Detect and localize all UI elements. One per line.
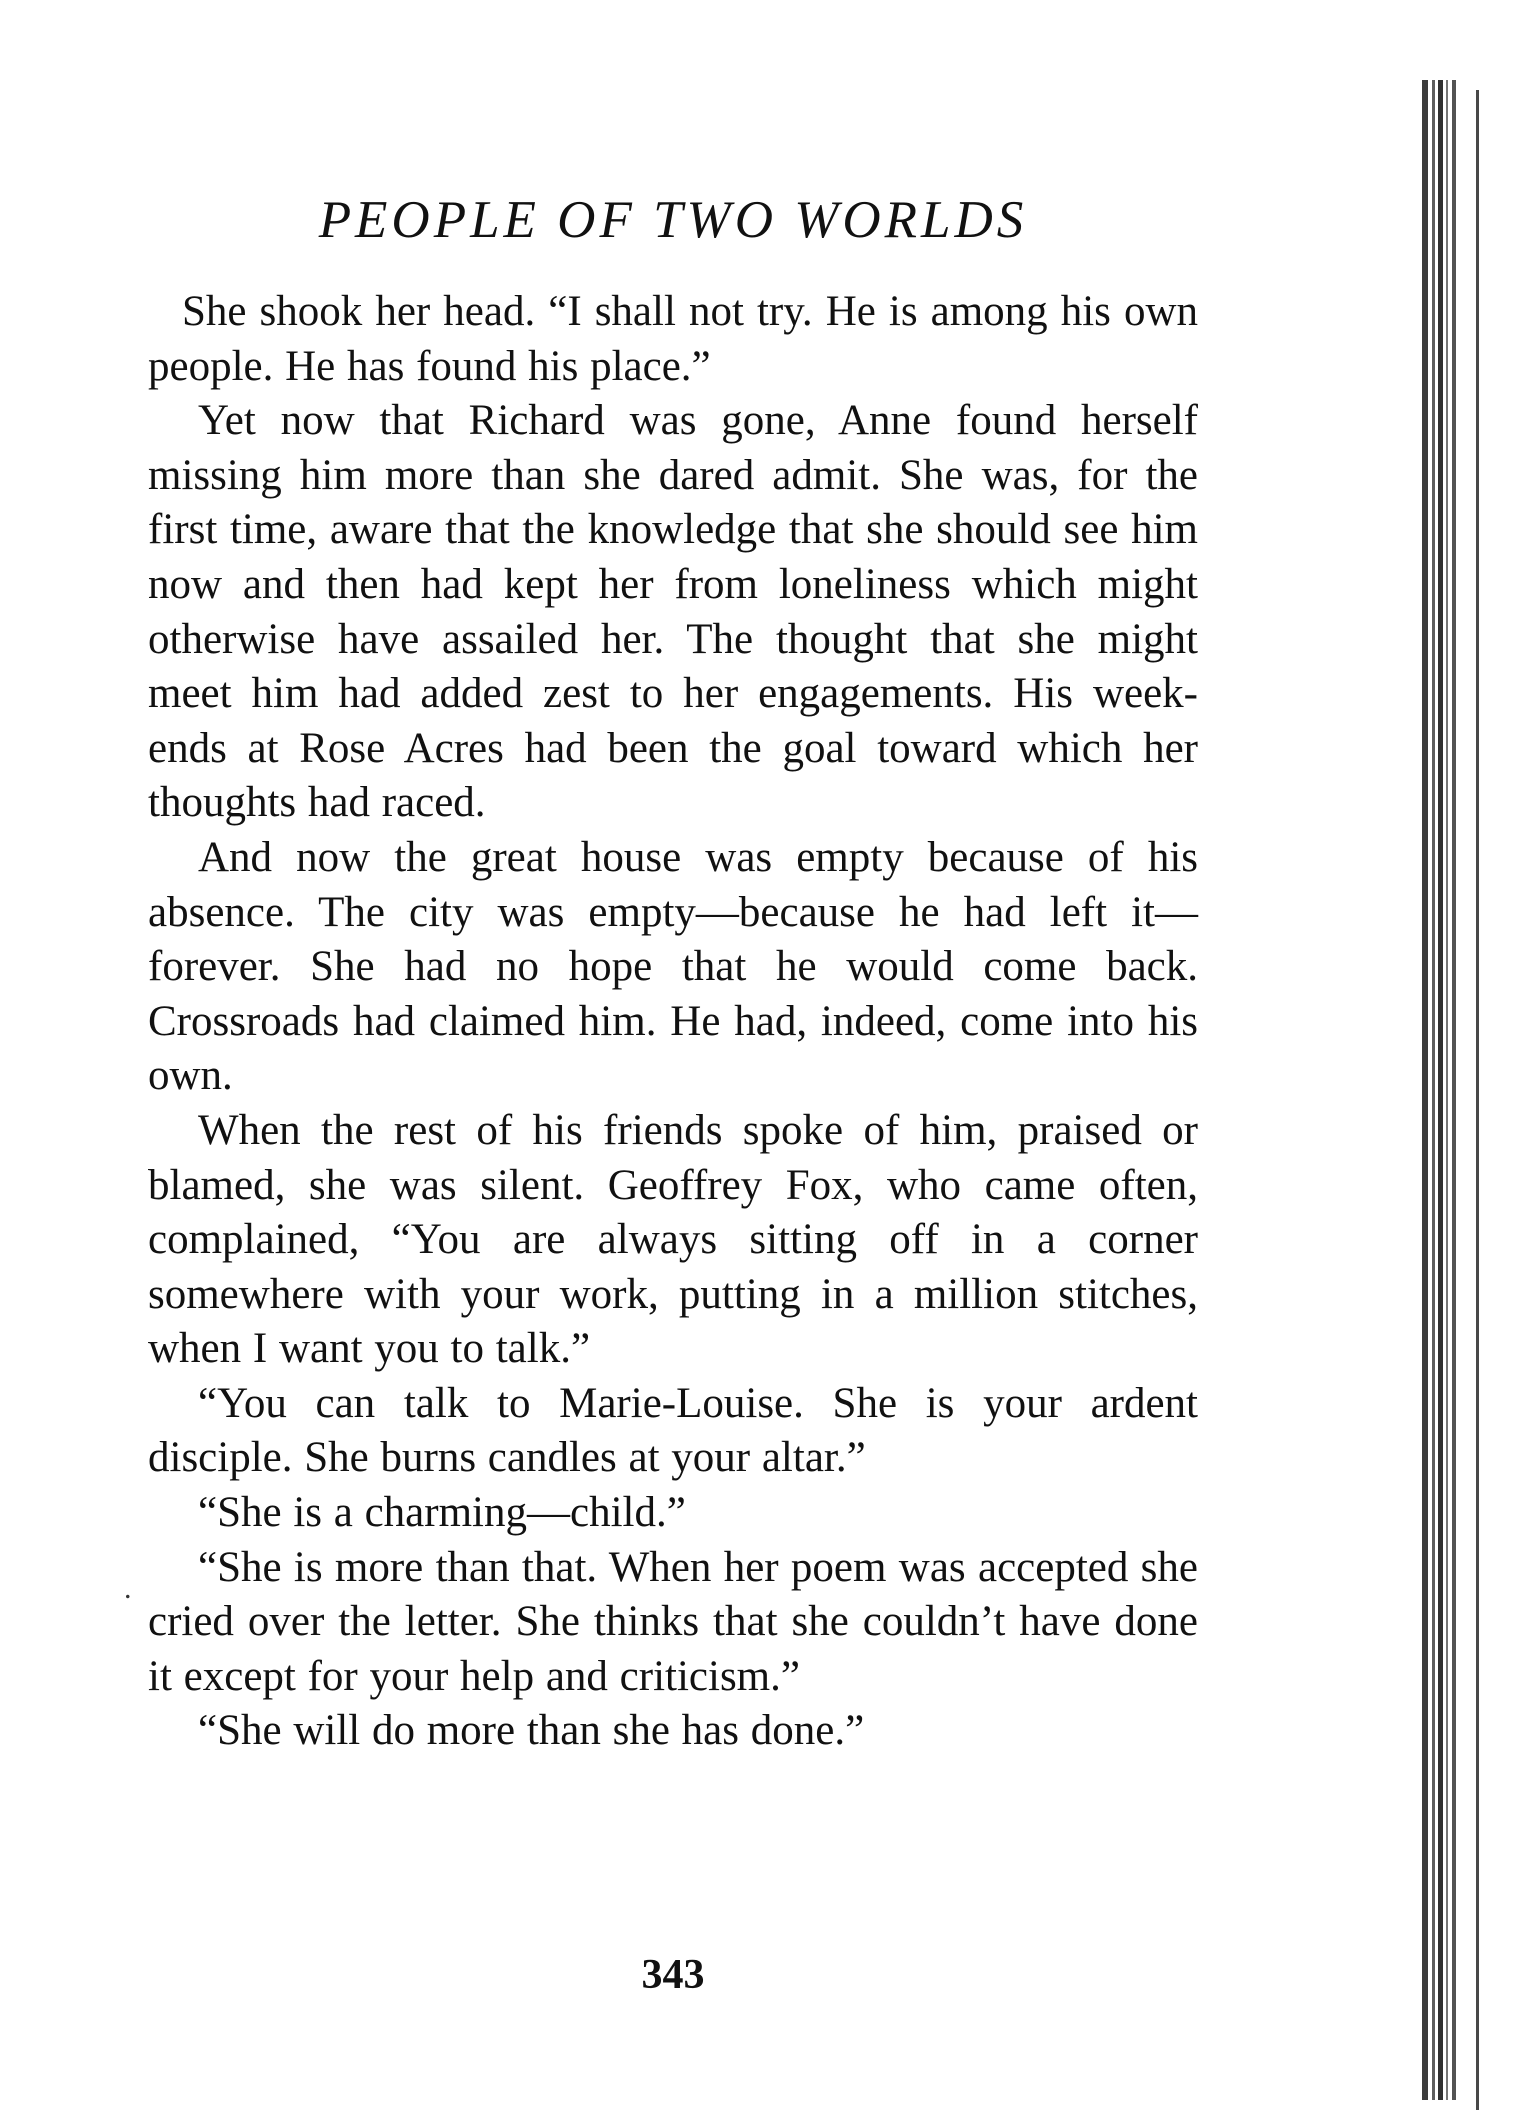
gutter-rule: [1476, 90, 1479, 2110]
gutter-rule: [1422, 80, 1428, 2100]
gutter-rule: [1446, 80, 1448, 2100]
paragraph: “You can talk to Marie-Louise. She is your ardent disciple. She burns candles at your altar.”: [148, 1379, 1198, 1482]
paragraph: And now the great house was empty because of his absence. The city was empty—because he had left it—forever. She had no hope that he would come back. Crossroads had claimed him. He had, indeed, come into his own.: [148, 833, 1198, 1100]
paragraph: When the rest of his friends spoke of him, praised or blamed, she was silent. Geoffrey Fox, who came often, complained, “You are always sitting off in a corner somewhere with your work, putting in a million stitches, when I want you to talk.”: [148, 1106, 1198, 1373]
page-number: 343: [641, 1952, 705, 1998]
running-head: PEOPLE OF TWO WORLDS: [318, 191, 1028, 249]
gutter-rule: [1452, 80, 1456, 2100]
paragraph: “She will do more than she has done.”: [198, 1707, 865, 1755]
gutter-rule: [1438, 80, 1443, 2100]
body-text: [148, 285, 1198, 1759]
paragraph: “She is more than that. When her poem was accepted she cried over the letter. She thinks that she couldn’t have done it except for your help and criticism.”: [148, 1543, 1198, 1700]
binding-gutter: [1418, 80, 1498, 2100]
paragraph: “She is a charming—child.”: [198, 1489, 686, 1537]
paragraph: Yet now that Richard was gone, Anne found herself missing him more than she dared admit. She was, for the first time, aware that the knowledge that she should see him now and then had kept her from loneliness which might otherwise have assailed her. The thought that she might meet him had added zest to her engagements. His week-ends at Rose Acres had been the goal toward which her thoughts had raced.: [148, 397, 1198, 827]
margin-speck: .: [124, 1572, 132, 1605]
gutter-rule: [1432, 80, 1435, 2100]
paragraph: She shook her head. “I shall not try. He is among his own people. He has found his place.”: [148, 288, 1198, 390]
